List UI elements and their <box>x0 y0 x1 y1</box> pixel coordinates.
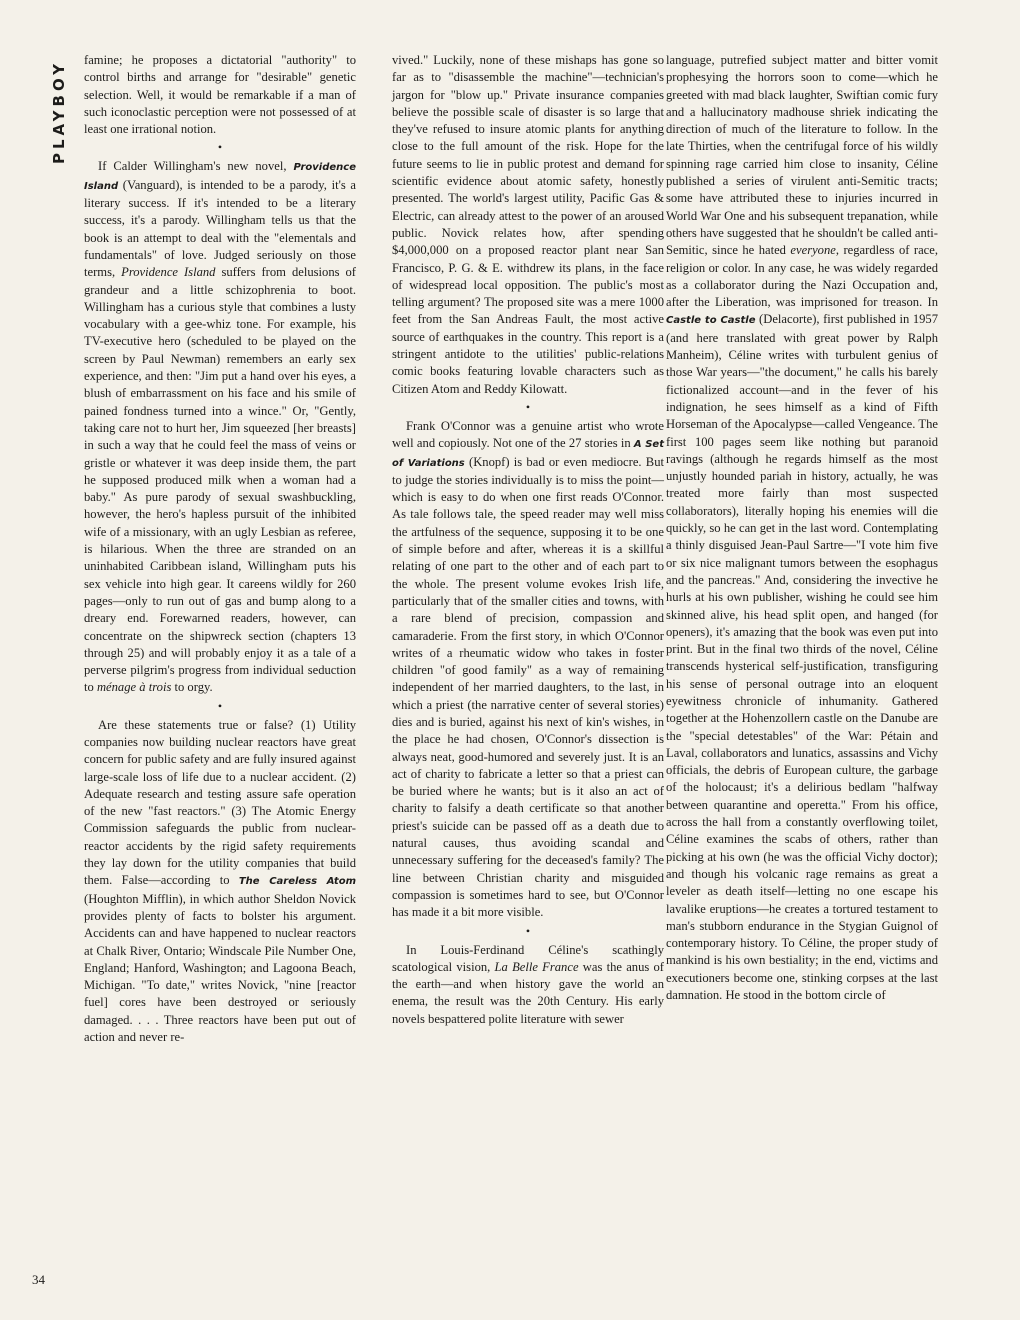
section-separator: • <box>217 140 223 155</box>
book-title: Castle to Castle <box>666 315 756 327</box>
masthead-text: PLAYBOY <box>50 59 69 165</box>
section-separator: • <box>525 399 531 414</box>
column-3 <box>666 52 938 1004</box>
section-separator: • <box>525 923 531 938</box>
book-title: The Careless Atom <box>238 876 356 888</box>
paragraph: Frank O'Connor was a genuine artist who wrote well and copiously. Not one of the 27 stories in A Set of Variations (Knopf) is bad or even mediocre. But to judge the stories individually is to miss the point—which is easy to do when one first reads O'Connor. As tale follows tale, the speed reader may well miss the artfulness of the sequence, supposing it to be one of simple before and after, whereas it is a skillful relating of one part to the other and of each part to the whole. The present volume evokes Irish life, particularly that of the smaller cities and towns, with a rare blend of precision, compassion and camaraderie. From the first story, in which O'Connor writes of a rheumatic widow who takes in foster children "of good family" as a way of remaining independent of her married daughters, to the last, in which a priest (the narrative center of several stories) dies and is buried, against his next of kin's wishes, in the place he had chosen, O'Connor's dissection is always neat, good-humored and severely just. It is an act of charity to fabricate a letter so that a priest can be buried where he wants; but is it also an act of charity to falsify a death certificate so that another priest's suicide can be passed off as a death due to natural causes, thus avoiding scandal and unnecessary suffering for the deceased's family? The line between Christian charity and misguided compassion is sometimes hard to see, but O'Connor has made it a bit more visible. <box>392 418 665 920</box>
page-number: 34 <box>32 1272 45 1287</box>
paragraph: In Louis-Ferdinand Céline's scathingly scatological vision, La Belle France was the anus of the earth—and when history gave the world an enema, the result was the 20th Century. His early novels bespattered polite literature with sewer <box>392 942 664 1026</box>
paragraph: vived." Luckily, none of these mishaps has gone so far as to "disassemble the machine"—technician's jargon for "blow up." Private insurance companies believe the possible scale of disaster is so large that they've refused to insure atomic plants for anything close to the full amount of the risk. Hope for the future seems to lie in public protest and demand for scientific evidence about atomic safety, honestly presented. The world's largest utility, Pacific Gas & Electric, can already attest to the power of an aroused public. Novick relates how, after spending $4,000,000 on a proposed reactor plant near San Francisco, P. G. & E. withdrew its plans, in the face of widespread local opposition. The public's most telling argument? The proposed site was a mere 1000 feet from the San Andreas Fault, the most active source of earthquakes in the country. This report is a stringent antidote to the utilities' public-relations comic books featuring lovable characters such as Citizen Atom and Reddy Kilowatt. <box>392 53 664 396</box>
section-separator: • <box>217 698 223 713</box>
paragraph: language, putrefied subject matter and bitter vomit prophesying the horrors soon to come—which he greeted with mad black laughter, Swiftian comic fury and a hallucinatory madhouse shriek indicating the direction of much of the literature to follow. In the late Thirties, when the centrifugal force of his wildly spinning rage carried him close to insanity, Céline published a series of virulent anti-Semitic tracts; some have attributed these to injuries incurred in World War One and his subsequent trepanation, while others have suggested that he shouldn't be called anti-Semitic, since he hated everyone, regardless of race, religion or color. In any case, he was widely regarded as a collaborator during the Nazi Occupation and, after the Liberation, was imprisoned for treason. In Castle to Castle (Delacorte), first published in 1957 (and here translated with great power by Ralph Manheim), Céline writes with turbulent genius of those War years—"the document," he calls his barely fictionalized account—and in the fever of his indignation, he sees himself as a kind of Fifth Horseman of the Apocalypse—called Vengeance. The first 100 pages seem like nothing but paranoid ravings (although he regards himself as the most unjustly hounded pariah in history, actually, he was treated more fairly than most suspected collaborators), literally hoping his enemies will die quickly, so he can get in the last word. Contemplating a thinly disguised Jean-Paul Sartre—"I vote him five or six nice malignant tumors between the esophagus and the pancreas." And, considering the invective he hurls at his own publisher, wishing he could see him skinned alive, his head split open, and hanged (for openers), it's amazing that the book was even put into print. But in the final two thirds of the novel, Céline transcends hysterical self-justification, transfiguring his sense of personal outrage into an eloquent eyewitness chronicle of inhumanity. Gathered together at the Hohenzollern castle on the Danube are the "special detestables" of the War: Pétain and Laval, collaborators and lunatics, assassins and Vichy officials, the debris of European culture, the garbage of the holocaust; it's a delirious bedlam "halfway between quarantine and operetta." From his office, across the hall from a constantly overflowing toilet, Céline examines the scabs of others, rather than picking at his own (he was the official Vichy doctor); and though his volcanic rage remains as great a leveler as death itself—letting no one escape his lavalike eruptions—he creates a tortured testament to man's stubborn endurance in the Stygian Guignol of contemporary history. To Céline, the proper study of mankind is his own bestiality; in the end, victims and executioners become one, stinking corpses at the last damnation. He stood in the bottom circle of <box>666 53 939 1003</box>
paragraph: Are these statements true or false? (1) Utility companies now building nuclear reactors have great concern for public safety and are fully insured against large-scale loss of life due to a nuclear accident. (2) Adequate research and testing assure safe operation of the new "fast reactors." (3) The Atomic Energy Commission safeguards the public from nuclear-reactor accidents by the rigid safety requirements they lay down for the utility companies that build them. False—according to The Careless Atom (Houghton Mifflin), in which author Sheldon Novick provides plenty of facts to bolster his argument. Accidents can and have happened to nuclear reactors at Chalk River, Ontario; Windscale Pile Number One, England; Hanford, Washington; and Lagoona Beach, Michigan. "To date," writes Novick, "nine [reactor fuel] cores have been destroyed or seriously damaged. . . . Three reactors have been put out of action and never re- <box>84 717 356 1045</box>
magazine-masthead <box>44 52 74 172</box>
book-title: Providence Island <box>84 162 356 192</box>
book-title: A Set of Variations <box>392 439 664 469</box>
column-1 <box>84 52 356 1046</box>
paragraph: famine; he proposes a dictatorial "authority" to control births and arrange for "desirable" genetic selection. Well, it would be remarkable if a man of such iconoclastic perception were not possessed of at least one irrational notion. <box>84 53 356 137</box>
paragraph: If Calder Willingham's new novel, Providence Island (Vanguard), is intended to be a parody, it's a literary success. If it's intended to be a literary success, it's a parody. Willingham tells us that the book is an attempt to deal with the "elementals and fundamentals" of love. Judged seriously on those terms, Providence Island suffers from delusions of grandeur and a little schizophrenia to boot. Willingham has a curious style that combines a lusty vocabulary with a gee-whiz tone. For example, his TV-executive hero (scheduled to be played on the screen by Paul Newman) remembers an early sex experience, and then: "Jim put a hand over his eyes, a blush of embarrassment on his face and his smile of pained fondness turned into a wince." Or, "Gently, taking care not to hurt her, Jim squeezed [her breasts] in such a way that he could feel the mass of veins or gristle or whatever it was deep inside them, the part he supposed produced milk when a woman had a baby." As pure parody of sexual swashbuckling, however, the hero's hapless pursuit of the inhibited wife of a missionary, with an ugly Lesbian as referee, is hilarious. When the three are stranded on an uninhabited Caribbean island, Willingham puts his sex vehicle into high gear. It careens wildly for 260 pages—only to run out of gas and bump along to a dreary end. Forewarned readers, however, can concentrate on the shipwreck section (chapters 13 through 25) and will probably enjoy it as a tale of a perverse pilgrim's progress from individual seduction to ménage à trois to orgy. <box>84 159 356 695</box>
column-2 <box>392 52 664 1028</box>
